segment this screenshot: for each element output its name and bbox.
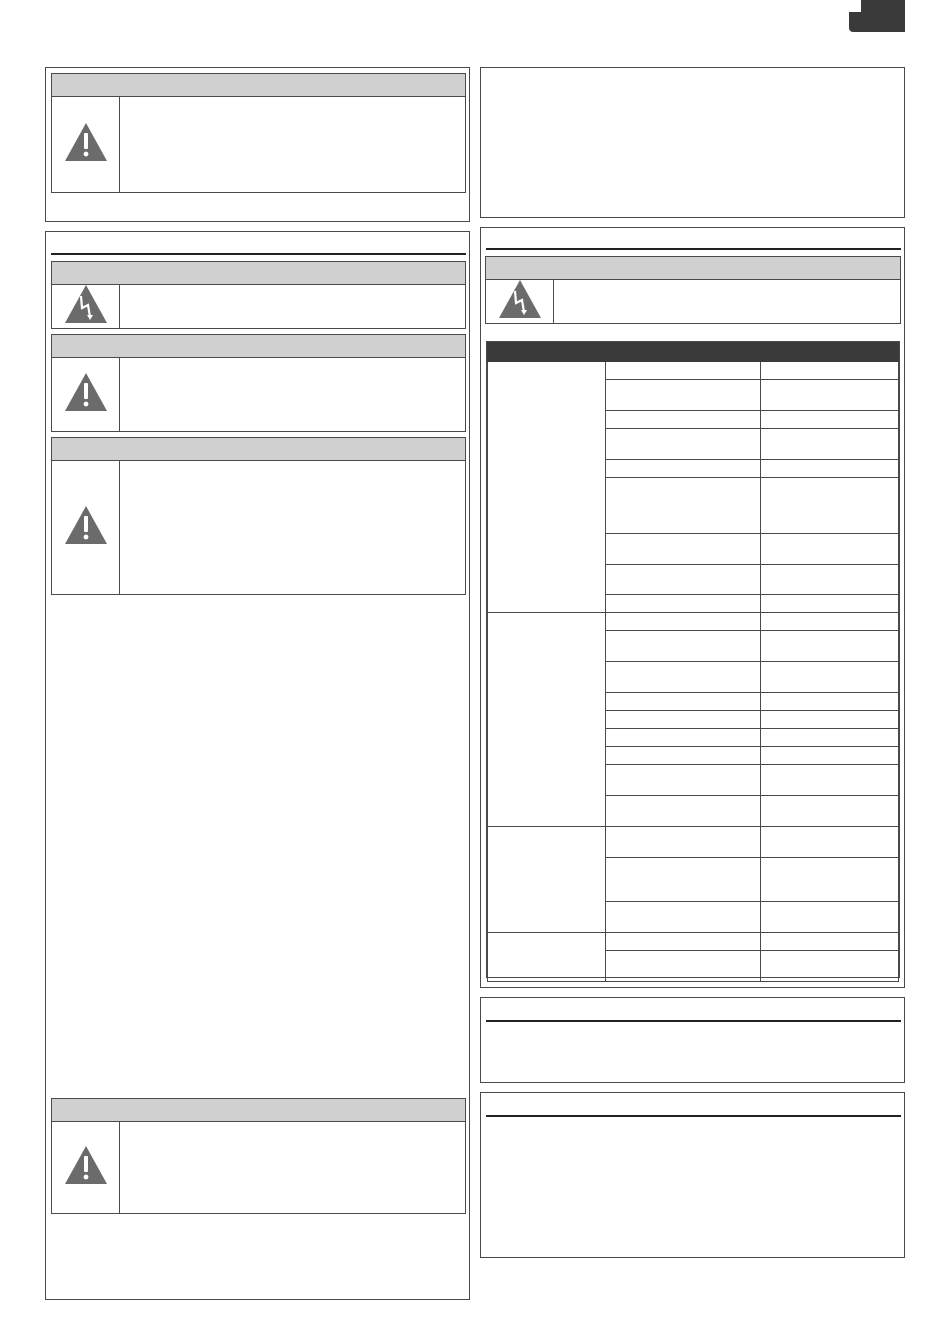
troubleshooting-warning-text: [554, 279, 900, 323]
troubleshooting-title: [486, 230, 901, 246]
table-header-problem: [488, 343, 606, 362]
warning-triangle-icon: [64, 505, 108, 550]
section-title: [51, 234, 466, 252]
table-header-row: [488, 343, 899, 362]
info-box-bottom-rule: [486, 1115, 901, 1117]
section-footer-text: [51, 1222, 466, 1292]
table-cell-solution: [761, 693, 899, 711]
table-cell-cause: [606, 595, 761, 613]
table-cell-cause: [606, 765, 761, 796]
warning-panel-title: [52, 74, 465, 97]
table-cell-cause: [606, 380, 761, 411]
table-cell-solution: [761, 796, 899, 827]
table-group-label: [488, 613, 606, 827]
electric-warning-panel: [51, 261, 466, 329]
electric-warning-text: [120, 284, 465, 328]
info-box-top: [480, 67, 905, 218]
table-cell-cause: [606, 858, 761, 902]
table-cell-cause: [606, 478, 761, 534]
table-row: [488, 933, 899, 951]
caution-panel-3: [51, 1098, 466, 1214]
table-row: [488, 827, 899, 858]
table-cell-cause: [606, 460, 761, 478]
table-header-solution: [761, 343, 899, 362]
table-group-label: [488, 362, 606, 613]
table-cell-cause: [606, 747, 761, 765]
info-box-small: [480, 997, 905, 1083]
info-box-bottom-text: [486, 1121, 901, 1251]
caution-panel-2: [51, 437, 466, 595]
caution-panel-1-text: [120, 357, 465, 431]
electric-hazard-icon: [64, 284, 108, 329]
table-cell-cause: [606, 362, 761, 380]
warning-panel: [51, 73, 466, 193]
table-cell-cause: [606, 951, 761, 982]
table-group-label: [488, 933, 606, 982]
table-cell-solution: [761, 747, 899, 765]
main-section: [45, 231, 470, 1300]
caution-panel-3-title: [52, 1099, 465, 1122]
table-cell-cause: [606, 411, 761, 429]
warning-triangle-icon: [64, 1145, 108, 1190]
table-cell-solution: [761, 858, 899, 902]
table-cell-cause: [606, 631, 761, 662]
table-cell-solution: [761, 362, 899, 380]
info-box-top-text: [487, 74, 898, 211]
troubleshooting-electric-warning: [485, 256, 901, 324]
table-cell-cause: [606, 534, 761, 565]
warning-triangle-icon: [64, 372, 108, 417]
table-cell-cause: [606, 729, 761, 747]
table-cell-cause: [606, 429, 761, 460]
section-rule: [51, 253, 466, 255]
warning-panel-text: [120, 96, 465, 192]
table-cell-solution: [761, 595, 899, 613]
table-cell-solution: [761, 933, 899, 951]
table-cell-solution: [761, 827, 899, 858]
table-row: [488, 362, 899, 380]
info-box-small-text: [486, 1026, 901, 1076]
table-cell-cause: [606, 565, 761, 595]
table-cell-cause: [606, 796, 761, 827]
caution-panel-3-text: [120, 1121, 465, 1213]
warning-box-top: [45, 67, 470, 222]
info-box-bottom-title: [486, 1095, 901, 1113]
table-cell-solution: [761, 902, 899, 933]
table-cell-solution: [761, 729, 899, 747]
page-corner-tab: [849, 0, 905, 32]
table-cell-solution: [761, 951, 899, 982]
electric-warning-title: [52, 262, 465, 285]
section-body-text: [51, 604, 466, 1094]
table-cell-solution: [761, 380, 899, 411]
table-cell-solution: [761, 631, 899, 662]
electric-hazard-icon: [498, 279, 542, 324]
caution-panel-1-title: [52, 335, 465, 358]
info-box-small-title: [486, 1000, 901, 1018]
table-cell-cause: [606, 827, 761, 858]
table-cell-cause: [606, 662, 761, 693]
table-cell-solution: [761, 711, 899, 729]
table-cell-cause: [606, 711, 761, 729]
table-cell-cause: [606, 933, 761, 951]
table-row: [488, 613, 899, 631]
troubleshooting-table: [486, 341, 900, 978]
caution-panel-2-text: [120, 460, 465, 594]
table-cell-cause: [606, 902, 761, 933]
warning-triangle-icon: [64, 122, 108, 167]
table-cell-cause: [606, 693, 761, 711]
info-box-small-rule: [486, 1020, 901, 1022]
table-cell-solution: [761, 765, 899, 796]
info-box-bottom: [480, 1092, 905, 1258]
table-cell-solution: [761, 565, 899, 595]
table-cell-solution: [761, 411, 899, 429]
table-cell-solution: [761, 460, 899, 478]
table-cell-solution: [761, 662, 899, 693]
table-cell-cause: [606, 613, 761, 631]
table-cell-solution: [761, 534, 899, 565]
table-cell-solution: [761, 613, 899, 631]
table-group-label: [488, 827, 606, 933]
caution-panel-2-title: [52, 438, 465, 461]
caution-panel-1: [51, 334, 466, 432]
troubleshooting-warning-title: [486, 257, 900, 280]
table-cell-solution: [761, 429, 899, 460]
table-header-cause: [606, 343, 761, 362]
table-cell-solution: [761, 478, 899, 534]
troubleshooting-rule: [486, 248, 901, 250]
